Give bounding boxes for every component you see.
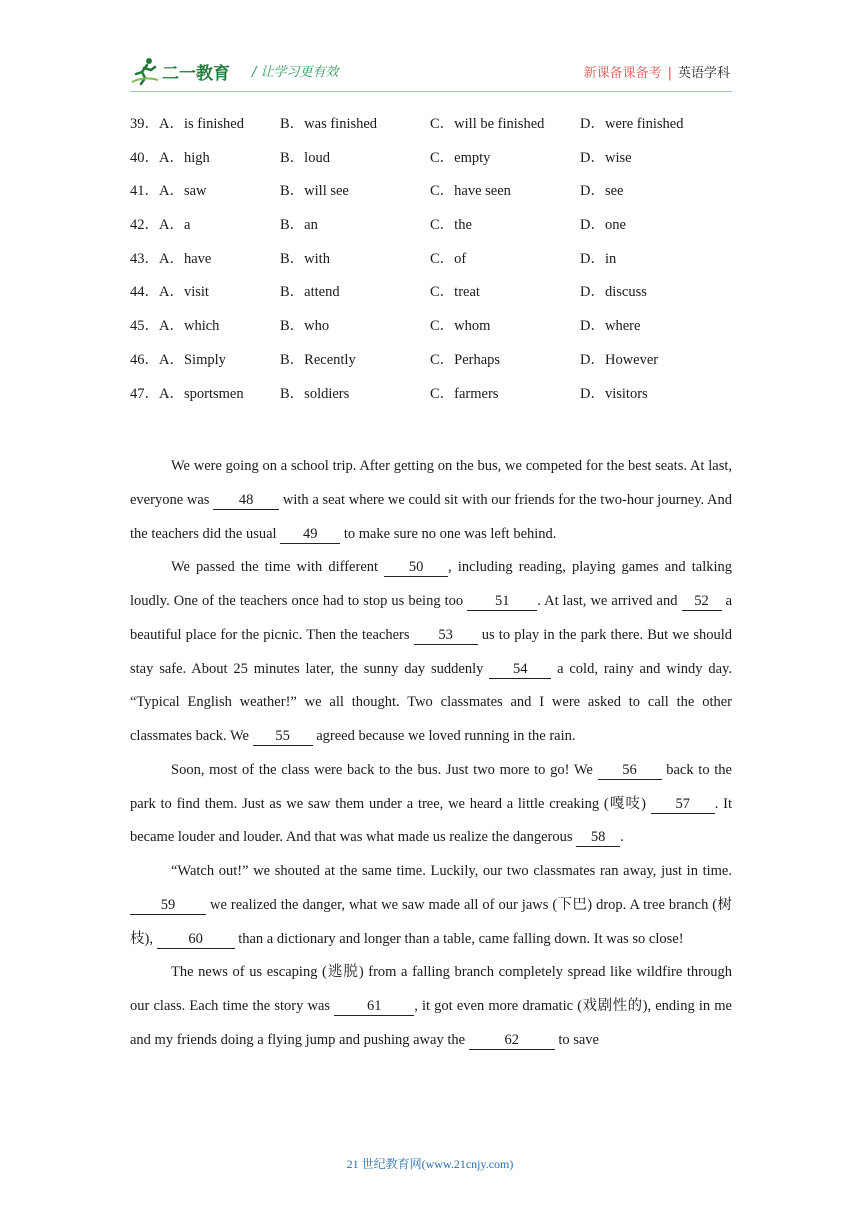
option-c: C．farmers: [430, 385, 499, 402]
option-d: D．However: [580, 351, 659, 368]
option-a: 42．A．a: [130, 217, 191, 234]
option-b: B．was finished: [280, 116, 378, 132]
option-d: D．one: [580, 217, 626, 234]
blank: 62: [469, 1031, 555, 1050]
option-row: [130, 280, 750, 314]
option-c: C．of: [430, 250, 467, 267]
option-d: D．visitors: [580, 385, 648, 402]
paragraph: We passed the time with different 50 , including reading, playing games and talking loudly. One of the teachers once had to stop us being too 51 . At last, we arrived and 52 a beautiful place for the picnic. Then the teachers 53 us to play in the park there. But we should stay safe. About 25 minutes later, the sunny day suddenly 54 a cold, rainy and windy day. “Typical English weather!” we all thought. Two classmates and I were asked to call the other classmates back. We 55 agreed because we loved running in the rain.: [130, 559, 733, 744]
blank: 61: [334, 997, 414, 1016]
option-a: 47．A．sportsmen: [130, 385, 244, 402]
blank: 51: [467, 592, 537, 611]
paragraph: The news of us escaping (逃脱) from a falling branch completely spread like wildfire through our class. Each time the story was 61 , it got even more dramatic (戏剧性的), ending in me and my friends doing a flying jump and pushing away the 62 to save: [130, 964, 732, 1048]
blank: 54: [489, 660, 551, 679]
runner-logo-icon: [130, 56, 160, 86]
option-c: C．whom: [430, 318, 491, 335]
option-d: D．in: [580, 250, 617, 267]
option-row: [130, 382, 750, 416]
option-a: 46．A．Simply: [130, 351, 226, 368]
option-c: C．the: [430, 217, 472, 234]
page-header: [130, 56, 730, 90]
header-subject-label: 英语学科: [677, 66, 730, 81]
paragraph: We were going on a school trip. After getting on the bus, we competed for the best seats. At last, everyone was 48 with a seat where we could sit with our friends for the two-hour journey. And the teachers did the usual 49 to make sure no one was left behind.: [130, 458, 733, 542]
option-row: [130, 146, 750, 180]
option-row: [130, 348, 750, 382]
cloze-passage: [130, 450, 732, 1058]
option-b: B．who: [280, 318, 330, 335]
blank: 53: [414, 626, 478, 645]
option-a: 43．A．have: [130, 250, 212, 267]
header-subject: [584, 62, 730, 81]
option-b: B．an: [280, 217, 318, 234]
option-d: D．wise: [580, 149, 632, 166]
paragraph: Soon, most of the class were back to the bus. Just two more to go! We 56 back to the park to find them. Just as we saw them under a tree, we heard a little creaking (嘎吱) 57 . It became louder and louder. And that was what made us realize the dangerous 58 .: [130, 761, 733, 846]
option-b: B．with: [280, 250, 330, 267]
option-c: C．treat: [430, 284, 480, 301]
blank: 56: [598, 761, 662, 780]
option-a: 41．A．saw: [130, 183, 207, 200]
option-c: C．Perhaps: [430, 351, 501, 368]
blank: 55: [253, 727, 313, 746]
blank: 59: [130, 896, 206, 915]
option-a: 45．A．which: [130, 318, 220, 335]
option-c: C．will be finished: [430, 116, 545, 132]
option-a: 39．A．is finished: [130, 116, 244, 132]
header-separator: |: [667, 66, 672, 81]
option-b: B．soldiers: [280, 385, 350, 402]
option-d: D．see: [580, 183, 624, 200]
option-row: [130, 247, 750, 281]
option-c: C．empty: [430, 149, 491, 166]
slogan: / 让学习更有效: [252, 65, 339, 80]
blank: 57: [651, 795, 715, 814]
option-b: B．will see: [280, 183, 349, 200]
logo-text: 二一教育: [162, 63, 230, 84]
option-row: [130, 314, 750, 348]
option-b: B．loud: [280, 149, 330, 166]
option-d: D．discuss: [580, 284, 647, 301]
option-b: B．Recently: [280, 351, 356, 368]
blank: 52: [682, 592, 722, 611]
logo: [130, 56, 230, 86]
option-row: [130, 179, 750, 213]
option-b: B．attend: [280, 284, 340, 301]
blank: 50: [384, 558, 448, 577]
blank: 58: [576, 828, 620, 847]
option-a: 44．A．visit: [130, 284, 209, 301]
page-footer: 21 世纪教育网(www.21cnjy.com): [346, 1157, 514, 1171]
option-row: [130, 112, 750, 146]
header-divider: [130, 91, 732, 92]
blank: 48: [213, 491, 279, 510]
option-d: D．where: [580, 318, 641, 335]
header-tagline: 新课备课备考: [583, 66, 662, 81]
option-d: D．were finished: [580, 116, 684, 132]
answer-options: [130, 112, 750, 415]
option-row: [130, 213, 750, 247]
option-a: 40．A．high: [130, 149, 210, 166]
option-c: C．have seen: [430, 183, 511, 200]
paragraph: “Watch out!” we shouted at the same time. Luckily, our two classmates ran away, just in time. 59 we realized the danger, what we saw made all of our jaws (下巴) drop. A tree branch (树枝), 60 than a dictionary and longer than a table, came falling down. It was so close!: [130, 863, 733, 947]
blank: 60: [157, 930, 235, 949]
blank: 49: [280, 525, 340, 544]
